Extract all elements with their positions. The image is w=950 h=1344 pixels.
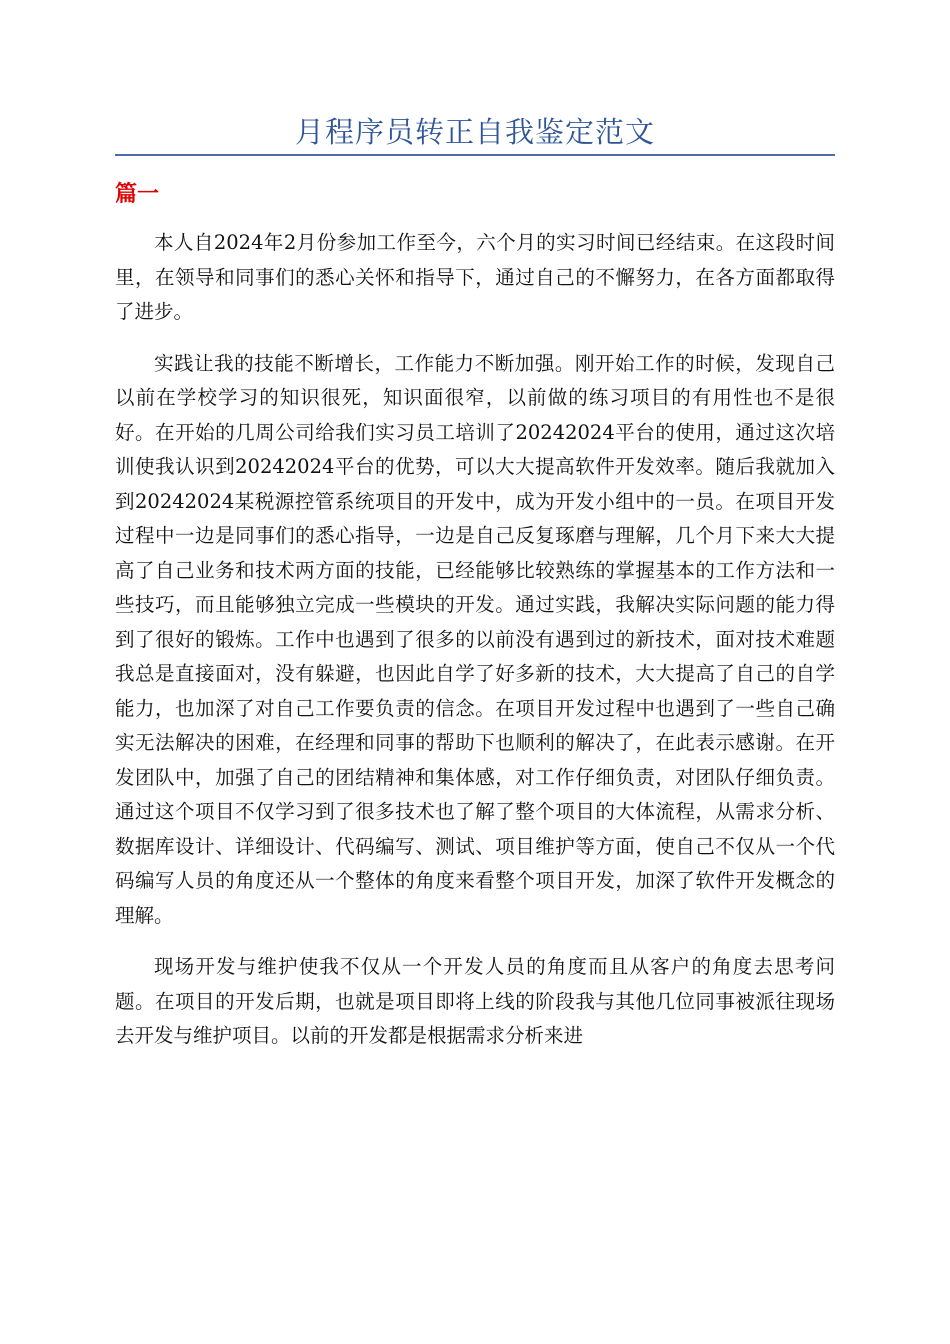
title-underline xyxy=(115,154,835,156)
document-title: 月程序员转正自我鉴定范文 xyxy=(294,115,655,149)
section-heading: 篇一 xyxy=(115,182,160,207)
paragraph-1: 本人自2024年2月份参加工作至今，六个月的实习时间已经结束。在这段时间里，在领导和同事们的悉心关怀和指导下，通过自己的不懈努力，在各方面都取得了进步。 xyxy=(115,231,835,323)
paragraph-2: 实践让我的技能不断增长，工作能力不断加强。刚开始工作的时候，发现自己以前在学校学习的知识很死，知识面很窄，以前做的练习项目的有用性也不是很好。在开始的几周公司给我们实习员工培训了20242024平台的使用，通过这次培训使我认识到20242024平台的优势，可以大大提高软件开发效率。随后我就加入到20242024某税源控管系统项目的开发中，成为开发小组中的一员。在项目开发过程中一边是同事们的悉心指导，一边是自己反复琢磨与理解，几个月下来大大提高了自己业务和技术两方面的技能，已经能够比较熟练的掌握基本的工作方法和一些技巧，而且能够独立完成一些模块的开发。通过实践，我解决实际问题的能力得到了很好的锻炼。工作中也遇到了很多的以前没有遇到过的新技术，面对技术难题我总是直接面对，没有躲避，也因此自学了好多新的技术，大大提高了自己的自学能力，也加深了对自己工作要负责的信念。在项目开发过程中也遇到了一些自己确实无法解决的困难，在经理和同事的帮助下也顺利的解决了，在此表示感谢。在开发团队中，加强了自己的团结精神和集体感，对工作仔细负责，对团队仔细负责。通过这个项目不仅学习到了很多技术也了解了整个项目的大体流程，从需求分析、数据库设计、详细设计、代码编写、测试、项目维护等方面，使自己不仅从一个代码编写人员的角度还从一个整体的角度来看整个项目开发，加深了软件开发概念的理解。 xyxy=(115,351,835,927)
paragraph-3: 现场开发与维护使我不仅从一个开发人员的角度而且从客户的角度去思考问题。在项目的开发后期，也就是项目即将上线的阶段我与其他几位同事被派往现场去开发与维护项目。以前的开发都是根据需求分析来进 xyxy=(115,955,835,1047)
document-body xyxy=(115,226,835,1071)
